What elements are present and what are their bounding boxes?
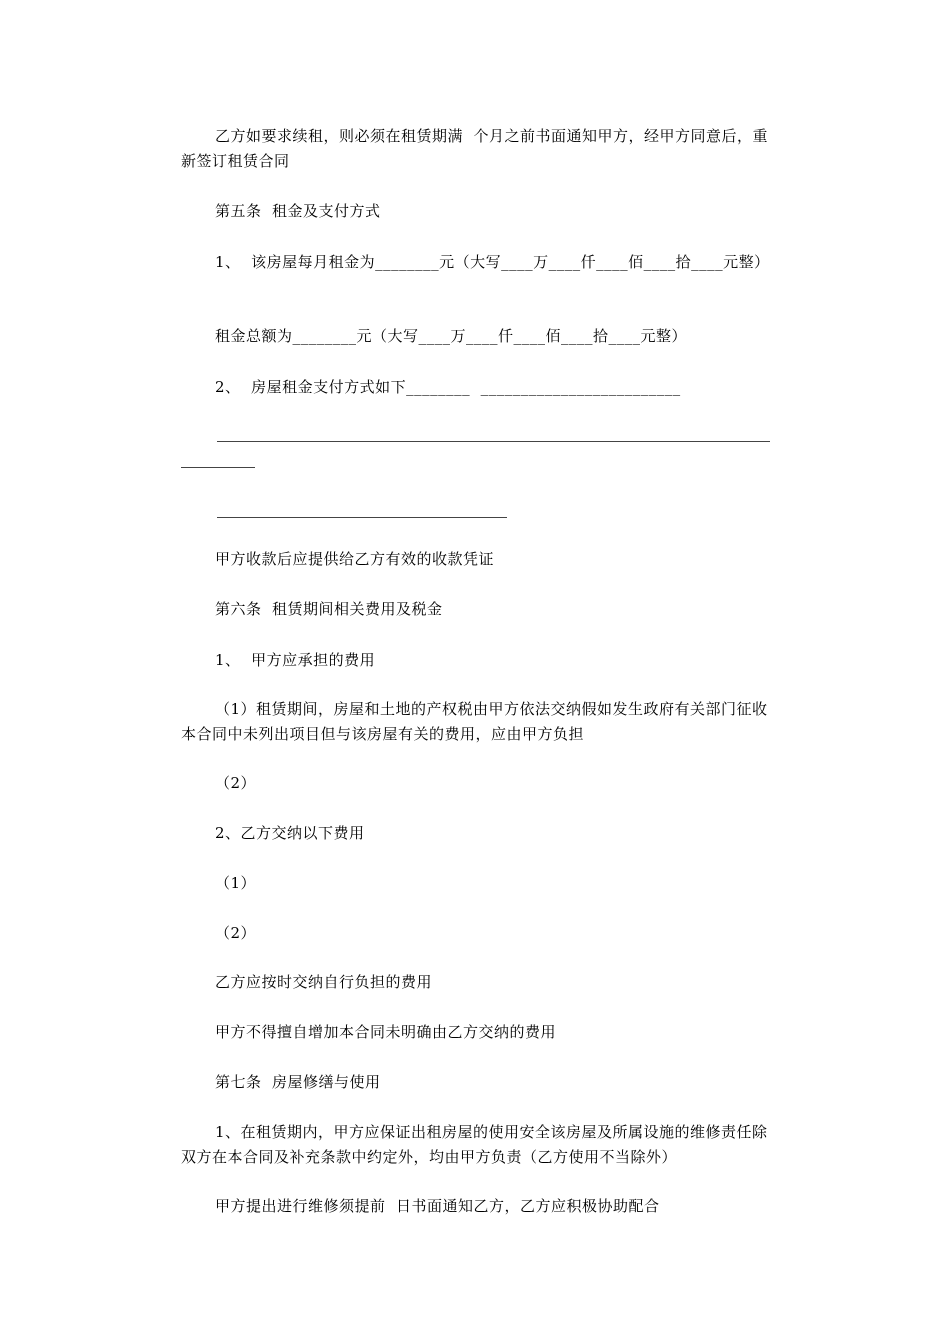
paragraph-item-2: （2） <box>215 774 257 792</box>
paragraph-lessor-costs: 1、 甲方应承担的费用 <box>215 651 376 669</box>
blank-line <box>217 517 507 518</box>
paragraph-item-2: （2） <box>215 924 257 942</box>
heading-article-7: 第七条 房屋修缮与使用 <box>215 1073 381 1091</box>
paragraph-no-extra-fees: 甲方不得擅自增加本合同未明确由乙方交纳的费用 <box>215 1023 557 1041</box>
paragraph-receipt: 甲方收款后应提供给乙方有效的收款凭证 <box>215 550 495 568</box>
paragraph-payment-method: 2、 房屋租金支付方式如下________ _________________________ <box>215 378 681 396</box>
paragraph-lessee-pay-on-time: 乙方应按时交纳自行负担的费用 <box>215 973 433 991</box>
heading-article-6: 第六条 租赁期间相关费用及税金 <box>215 600 443 618</box>
paragraph-repair-notice: 甲方提出进行维修须提前 日书面通知乙方，乙方应积极协助配合 <box>215 1197 660 1215</box>
paragraph-item-1: （1） <box>215 874 257 892</box>
blank-line-continuation <box>181 467 255 468</box>
heading-article-5: 第五条 租金及支付方式 <box>215 202 381 220</box>
paragraph-lessee-costs: 2、乙方交纳以下费用 <box>215 824 365 842</box>
paragraph-renewal-notice: 乙方如要求续租，则必须在租赁期满 个月之前书面通知甲方，经甲方同意后，重新签订租赁合同 <box>181 127 769 170</box>
blank-line <box>217 441 770 442</box>
paragraph-monthly-rent: 1、 该房屋每月租金为________元（大写____万____仟____佰____拾____元整） <box>215 253 770 271</box>
paragraph-repair-duty: 1、在租赁期内，甲方应保证出租房屋的使用安全该房屋及所属设施的维修责任除双方在本合同及补充条款中约定外，均由甲方负责（乙方使用不当除外） <box>181 1123 768 1166</box>
paragraph-total-rent: 租金总额为________元（大写____万____仟____佰____拾____元整） <box>215 327 688 345</box>
paragraph-property-tax: （1）租赁期间，房屋和土地的产权税由甲方依法交纳假如发生政府有关部门征收本合同中未列出项目但与该房屋有关的费用，应由甲方负担 <box>181 700 768 743</box>
